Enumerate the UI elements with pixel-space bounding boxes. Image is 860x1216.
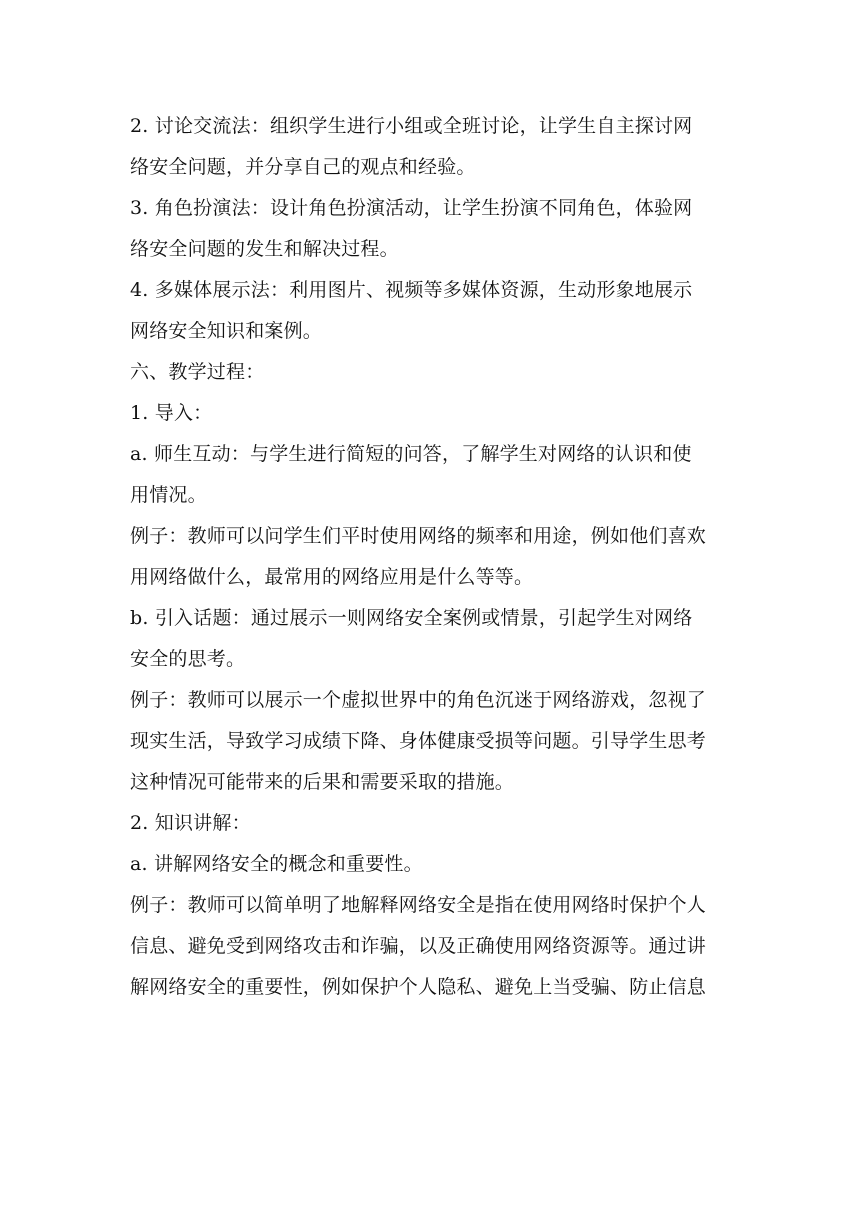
section-heading: 六、教学过程：	[130, 361, 265, 383]
text-line: a. 讲解网络安全的概念和重要性。	[130, 853, 423, 875]
text-line: 3. 角色扮演法：设计角色扮演活动，让学生扮演不同角色，体验网	[130, 197, 693, 219]
text-line: 例子：教师可以简单明了地解释网络安全是指在使用网络时保护个人	[130, 894, 707, 916]
text-line: 现实生活，导致学习成绩下降、身体健康受损等问题。引导学生思考	[130, 730, 707, 752]
text-line: 安全的思考。	[130, 648, 246, 670]
text-line: 络安全问题的发生和解决过程。	[130, 238, 399, 260]
text-line: a. 师生互动：与学生进行简短的问答，了解学生对网络的认识和使	[130, 443, 692, 465]
text-line: 用情况。	[130, 484, 207, 506]
document-body	[130, 106, 730, 1008]
subsection-heading: 1. 导入：	[130, 402, 213, 424]
subsection-heading: 2. 知识讲解：	[130, 812, 251, 834]
text-line: 网络安全知识和案例。	[130, 320, 323, 342]
text-line: b. 引入话题：通过展示一则网络安全案例或情景，引起学生对网络	[130, 607, 693, 629]
text-line: 信息、避免受到网络攻击和诈骗，以及正确使用网络资源等。通过讲	[130, 935, 707, 957]
text-line: 解网络安全的重要性，例如保护个人隐私、避免上当受骗、防止信息	[130, 976, 707, 998]
text-line: 例子：教师可以问学生们平时使用网络的频率和用途，例如他们喜欢	[130, 525, 707, 547]
text-line: 络安全问题，并分享自己的观点和经验。	[130, 156, 476, 178]
text-line: 4. 多媒体展示法：利用图片、视频等多媒体资源，生动形象地展示	[130, 279, 693, 301]
text-line: 2. 讨论交流法：组织学生进行小组或全班讨论，让学生自主探讨网	[130, 115, 693, 137]
text-line: 这种情况可能带来的后果和需要采取的措施。	[130, 771, 515, 793]
text-line: 例子：教师可以展示一个虚拟世界中的角色沉迷于网络游戏，忽视了	[130, 689, 707, 711]
text-line: 用网络做什么，最常用的网络应用是什么等等。	[130, 566, 534, 588]
